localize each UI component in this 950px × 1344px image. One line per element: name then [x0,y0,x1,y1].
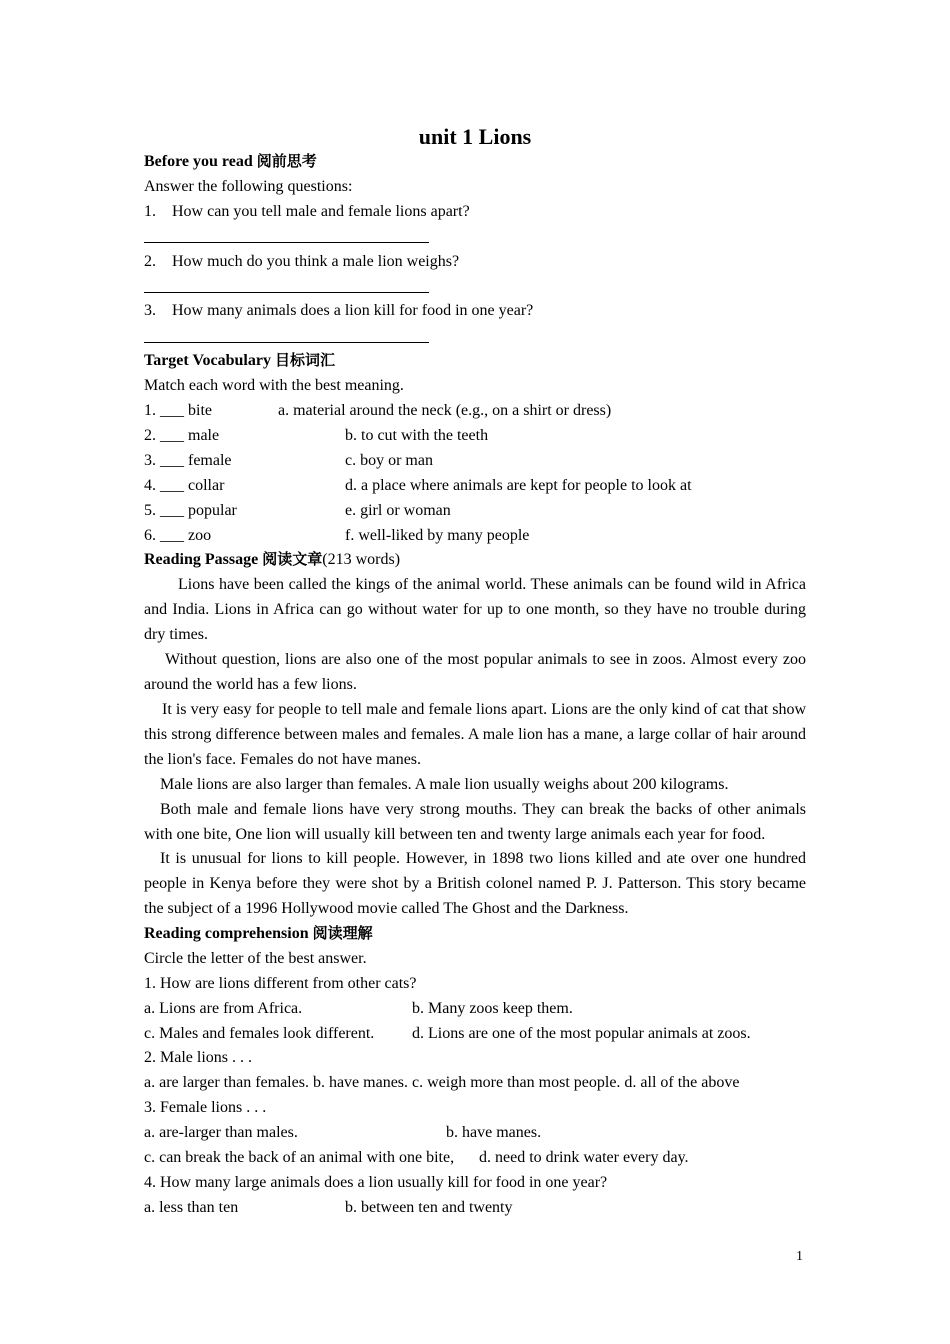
question-stem: 1. How are lions different from other cats? [144,975,417,992]
before-instruction: Answer the following questions: [144,178,353,195]
question-text: How can you tell male and female lions apart? [172,203,470,220]
reading-heading [144,547,400,572]
question-text: How much do you think a male lion weighs? [172,253,460,270]
question-stem: 2. Male lions . . . [144,1049,252,1066]
passage-paragraph: It is unusual for lions to kill people. However, in 1898 two lions killed and ate over one hundred people in Kenya before they were shot by a British colonel named P. J. Patterson. This story became the subject of a 1996 Hollywood movie called The Ghost and the Darkness. [144,850,806,917]
vocab-word: 3. ___ female [144,452,232,469]
question-stem: 3. Female lions . . . [144,1099,267,1116]
question-number: 3. [144,302,156,319]
answer-option: a. are-larger than males. [144,1124,298,1141]
vocab-heading [144,348,335,373]
answer-option: a. less than ten [144,1199,239,1216]
answer-option: b. Many zoos keep them. [412,1000,573,1017]
passage-paragraph: Without question, lions are also one of the most popular animals to see in zoos. Almost every zoo around the world has a few lions. [144,651,806,693]
word-count: (213 words) [322,551,401,568]
page-title: unit 1 Lions [418,124,532,149]
answer-option: b. have manes. [446,1124,542,1141]
reading-heading-en: Reading Passage [144,551,259,568]
vocab-meaning: e. girl or woman [345,502,451,519]
reading-heading-cn: 阅读文章 [262,550,323,568]
answer-line [144,342,429,343]
answer-options-line: a. are larger than females. b. have manes. c. weigh more than most people. d. all of the above [144,1074,740,1091]
before-heading-cn: 阅前思考 [256,152,317,170]
comprehension-instruction: Circle the letter of the best answer. [144,950,367,967]
vocab-word: 1. ___ bite [144,402,212,419]
passage-paragraph: Lions have been called the kings of the animal world. These animals can be found wild in Africa and India. Lions in Africa can go without water for up to one month, so they have no trouble during dry times. [144,576,806,643]
answer-option: a. Lions are from Africa. [144,1000,303,1017]
vocab-meaning: f. well-liked by many people [345,527,530,544]
vocab-word: 4. ___ collar [144,477,225,494]
comprehension-heading [144,921,373,946]
answer-option: d. need to drink water every day. [479,1149,689,1166]
page-number: 1 [796,1249,803,1264]
answer-option: b. between ten and twenty [345,1199,513,1216]
question-number: 2. [144,253,156,270]
answer-option: d. Lions are one of the most popular animals at zoos. [412,1025,751,1042]
vocab-instruction: Match each word with the best meaning. [144,377,404,394]
passage-paragraph: Male lions are also larger than females. A male lion usually weighs about 200 kilograms. [160,776,729,793]
answer-line [144,292,429,293]
passage-paragraph: Both male and female lions have very strong mouths. They can break the backs of other animals with one bite, One lion will usually kill between ten and twenty large animals each year for food. [144,801,806,843]
vocab-meaning: d. a place where animals are kept for people to look at [345,477,692,494]
answer-option: c. can break the back of an animal with one bite, [144,1149,455,1166]
before-heading [144,149,317,174]
vocab-word: 6. ___ zoo [144,527,212,544]
vocab-heading-en: Target Vocabulary [144,352,271,369]
comprehension-heading-en: Reading comprehension [144,925,309,942]
answer-line [144,242,429,243]
before-heading-en: Before you read [144,153,253,170]
comprehension-heading-cn: 阅读理解 [312,924,373,942]
answer-option: c. Males and females look different. [144,1025,375,1042]
question-text: How many animals does a lion kill for food in one year? [172,302,534,319]
vocab-word: 5. ___ popular [144,502,237,519]
question-number: 1. [144,203,156,220]
vocab-heading-cn: 目标词汇 [274,351,335,369]
question-stem: 4. How many large animals does a lion usually kill for food in one year? [144,1174,608,1191]
vocab-word: 2. ___ male [144,427,220,444]
vocab-meaning: a. material around the neck (e.g., on a shirt or dress) [278,402,612,419]
vocab-meaning: c. boy or man [345,452,433,469]
passage-paragraph: It is very easy for people to tell male and female lions apart. Lions are the only kind of cat that show this strong difference between males and females. A male lion has a mane, a large collar of hair around the lion's face. Females do not have manes. [144,701,806,768]
vocab-meaning: b. to cut with the teeth [345,427,489,444]
